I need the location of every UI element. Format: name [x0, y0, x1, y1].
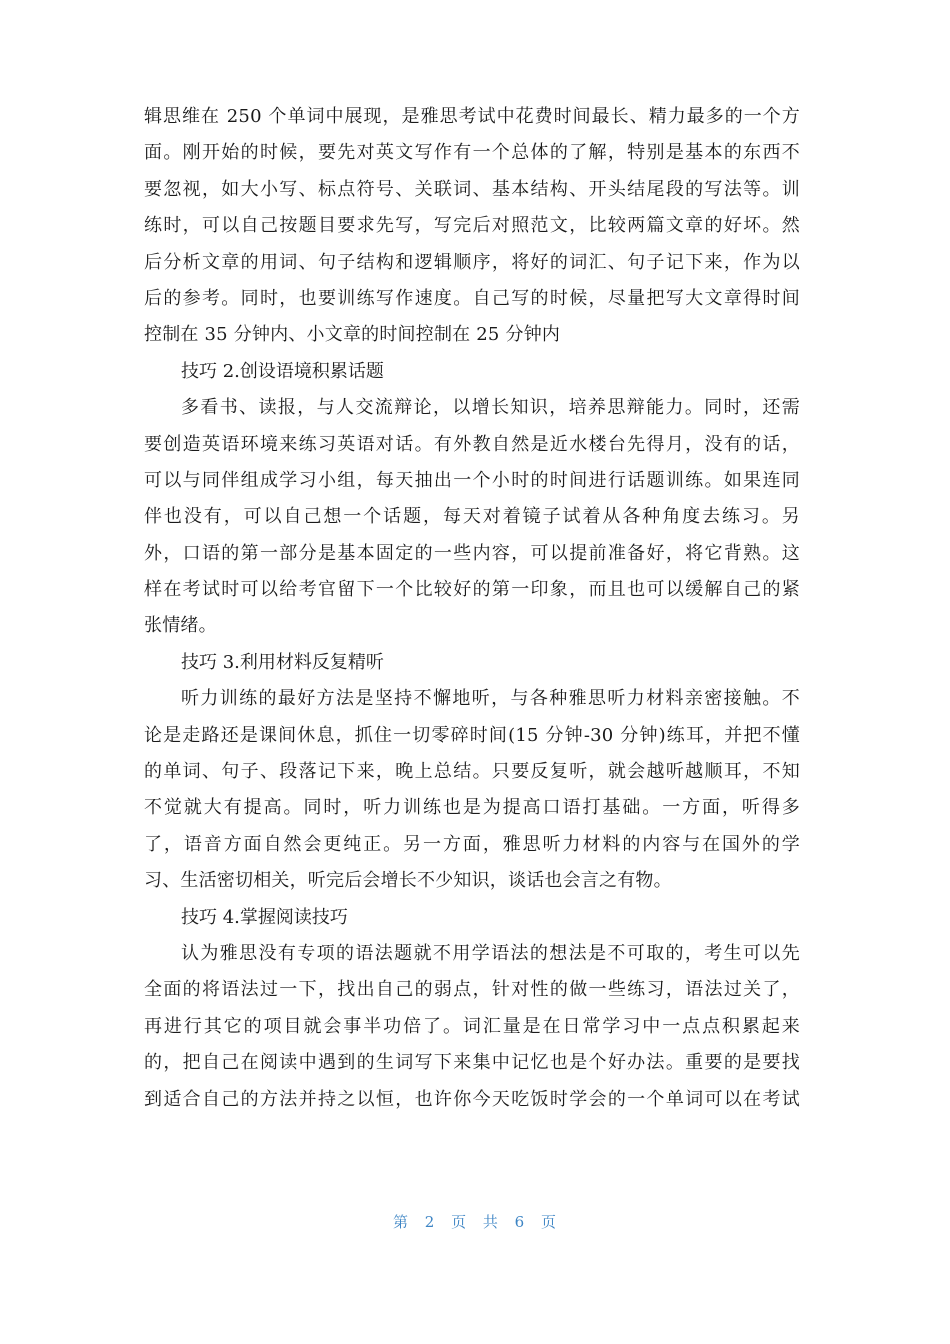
- text-line: 多看书、读报，与人交流辩论，以增长知识，培养思辩能力。同时，还需: [181, 397, 800, 419]
- text-line: 外，口语的第一部分是基本固定的一些内容，可以提前准备好，将它背熟。这: [144, 542, 800, 564]
- text-line: 习、生活密切相关，听完后会增长不少知识，谈话也会言之有物。: [144, 870, 672, 892]
- text-line: 控制在 35 分钟内、小文章的时间控制在 25 分钟内: [144, 324, 561, 346]
- text-line: 辑思维在 250 个单词中展现，是雅思考试中花费时间最长、精力最多的一个方: [144, 106, 800, 127]
- text-line: 论是走路还是课间休息，抓住一切零碎时间(15 分钟-30 分钟)练耳，并把不懂: [144, 724, 800, 746]
- text-line: 要忽视，如大小写、标点符号、关联词、基本结构、开头结尾段的写法等。训: [144, 178, 800, 200]
- text-line: 听力训练的最好方法是坚持不懈地听，与各种雅思听力材料亲密接触。不: [181, 688, 800, 710]
- text-line: 练时，可以自己按题目要求先写，写完后对照范文，比较两篇文章的好坏。然: [144, 215, 800, 237]
- text-line: 到适合自己的方法并持之以恒，也许你今天吃饭时学会的一个单词可以在考试: [144, 1088, 800, 1110]
- text-line: 后分析文章的用词、句子结构和逻辑顺序，将好的词汇、句子记下来，作为以: [144, 251, 800, 273]
- document-body: [144, 99, 800, 1118]
- text-line: 张情绪。: [144, 615, 217, 637]
- text-line: 要创造英语环境来练习英语对话。有外教自然是近水楼台先得月，没有的话，: [144, 433, 800, 455]
- paragraph-speaking: [144, 390, 800, 645]
- paragraph-listening: [144, 681, 800, 899]
- text-line: 伴也没有，可以自己想一个话题，每天对着镜子试着从各种角度去练习。另: [144, 506, 800, 528]
- paragraph-writing-continued: [144, 99, 800, 354]
- text-line: 可以与同伴组成学习小组，每天抽出一个小时的时间进行话题训练。如果连同: [144, 469, 800, 491]
- text-line: 面。刚开始的时候，要先对英文写作有一个总体的了解，特别是基本的东西不: [144, 142, 800, 164]
- section-heading-tip-2: 技巧 2.创设语境积累话题: [181, 360, 384, 382]
- text-line: 后的参考。同时，也要训练写作速度。自己写的时候，尽量把写大文章得时间: [144, 287, 800, 309]
- text-line: 的，把自己在阅读中遇到的生词写下来集中记忆也是个好办法。重要的是要找: [144, 1052, 800, 1074]
- paragraph-reading: [144, 936, 800, 1118]
- text-line: 认为雅思没有专项的语法题就不用学语法的想法是不可取的，考生可以先: [181, 942, 800, 964]
- text-line: 样在考试时可以给考官留下一个比较好的第一印象，而且也可以缓解自己的紧: [144, 579, 800, 601]
- section-heading-tip-4: 技巧 4.掌握阅读技巧: [181, 906, 348, 928]
- text-line: 不觉就大有提高。同时，听力训练也是为提高口语打基础。一方面，听得多: [144, 797, 800, 819]
- text-line: 了，语音方面自然会更纯正。另一方面，雅思听力材料的内容与在国外的学: [144, 833, 800, 855]
- section-heading-tip-3: 技巧 3.利用材料反复精听: [181, 651, 384, 673]
- text-line: 全面的将语法过一下，找出自己的弱点，针对性的做一些练习，语法过关了，: [144, 979, 800, 1001]
- page-number-footer: 第 2 页 共 6 页: [393, 1213, 557, 1231]
- text-line: 再进行其它的项目就会事半功倍了。词汇量是在日常学习中一点点积累起来: [144, 1015, 800, 1037]
- text-line: 的单词、句子、段落记下来，晚上总结。只要反复听，就会越听越顺耳，不知: [144, 761, 800, 783]
